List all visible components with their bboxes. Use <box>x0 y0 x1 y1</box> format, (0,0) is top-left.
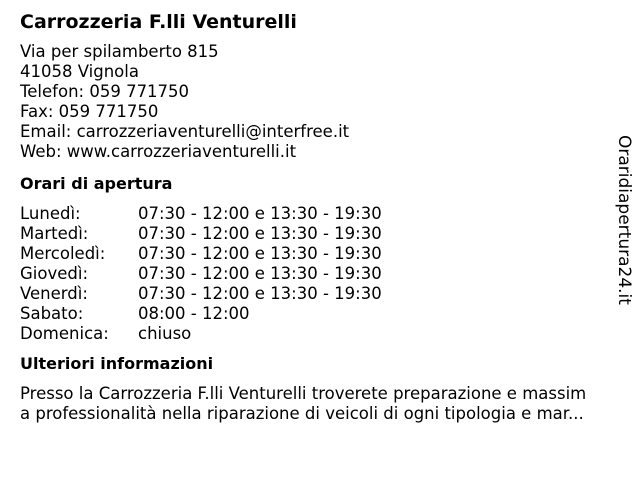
hours-day: Domenica: <box>20 324 109 343</box>
opening-hours-heading: Orari di apertura <box>20 174 173 193</box>
hours-time: 07:30 - 12:00 e 13:30 - 19:30 <box>138 244 382 263</box>
hours-row-friday <box>20 284 620 304</box>
hours-row-thursday <box>20 264 620 284</box>
address-street: Via per spilamberto 815 <box>20 42 219 61</box>
hours-time: chiuso <box>138 324 192 343</box>
hours-row-monday <box>20 204 620 224</box>
email-address: Email: carrozzeriaventurelli@interfree.it <box>20 122 350 141</box>
phone-number: Telefon: 059 771750 <box>20 82 190 101</box>
business-card <box>20 10 620 424</box>
hours-time: 07:30 - 12:00 e 13:30 - 19:30 <box>138 284 382 303</box>
website-address: Web: www.carrozzeriaventurelli.it <box>20 142 297 161</box>
hours-time: 07:30 - 12:00 e 13:30 - 19:30 <box>138 204 382 223</box>
opening-hours-table <box>20 204 620 344</box>
additional-info-heading: Ulteriori informazioni <box>20 354 214 373</box>
hours-day: Sabato: <box>20 304 84 323</box>
hours-row-tuesday <box>20 224 620 244</box>
hours-day: Venerdì: <box>20 284 88 303</box>
fax-number: Fax: 059 771750 <box>20 102 159 121</box>
contact-details <box>20 42 620 162</box>
hours-row-wednesday <box>20 244 620 264</box>
site-watermark-link[interactable]: Oraridiapertura24.it <box>614 135 634 305</box>
hours-day: Mercoledì: <box>20 244 106 263</box>
hours-row-saturday <box>20 304 620 324</box>
hours-time: 08:00 - 12:00 <box>138 304 250 323</box>
business-name: Carrozzeria F.lli Venturelli <box>20 11 297 33</box>
hours-time: 07:30 - 12:00 e 13:30 - 19:30 <box>138 224 382 243</box>
hours-day: Giovedì: <box>20 264 88 283</box>
address-city: 41058 Vignola <box>20 62 139 81</box>
hours-day: Martedì: <box>20 224 89 243</box>
info-line: Presso la Carrozzeria F.lli Venturelli troverete preparazione e massim <box>20 384 587 403</box>
hours-row-sunday <box>20 324 620 344</box>
hours-day: Lunedì: <box>20 204 81 223</box>
info-line: a professionalità nella riparazione di veicoli di ogni tipologia e mar... <box>20 404 584 423</box>
hours-time: 07:30 - 12:00 e 13:30 - 19:30 <box>138 264 382 283</box>
additional-info-text <box>20 384 620 424</box>
